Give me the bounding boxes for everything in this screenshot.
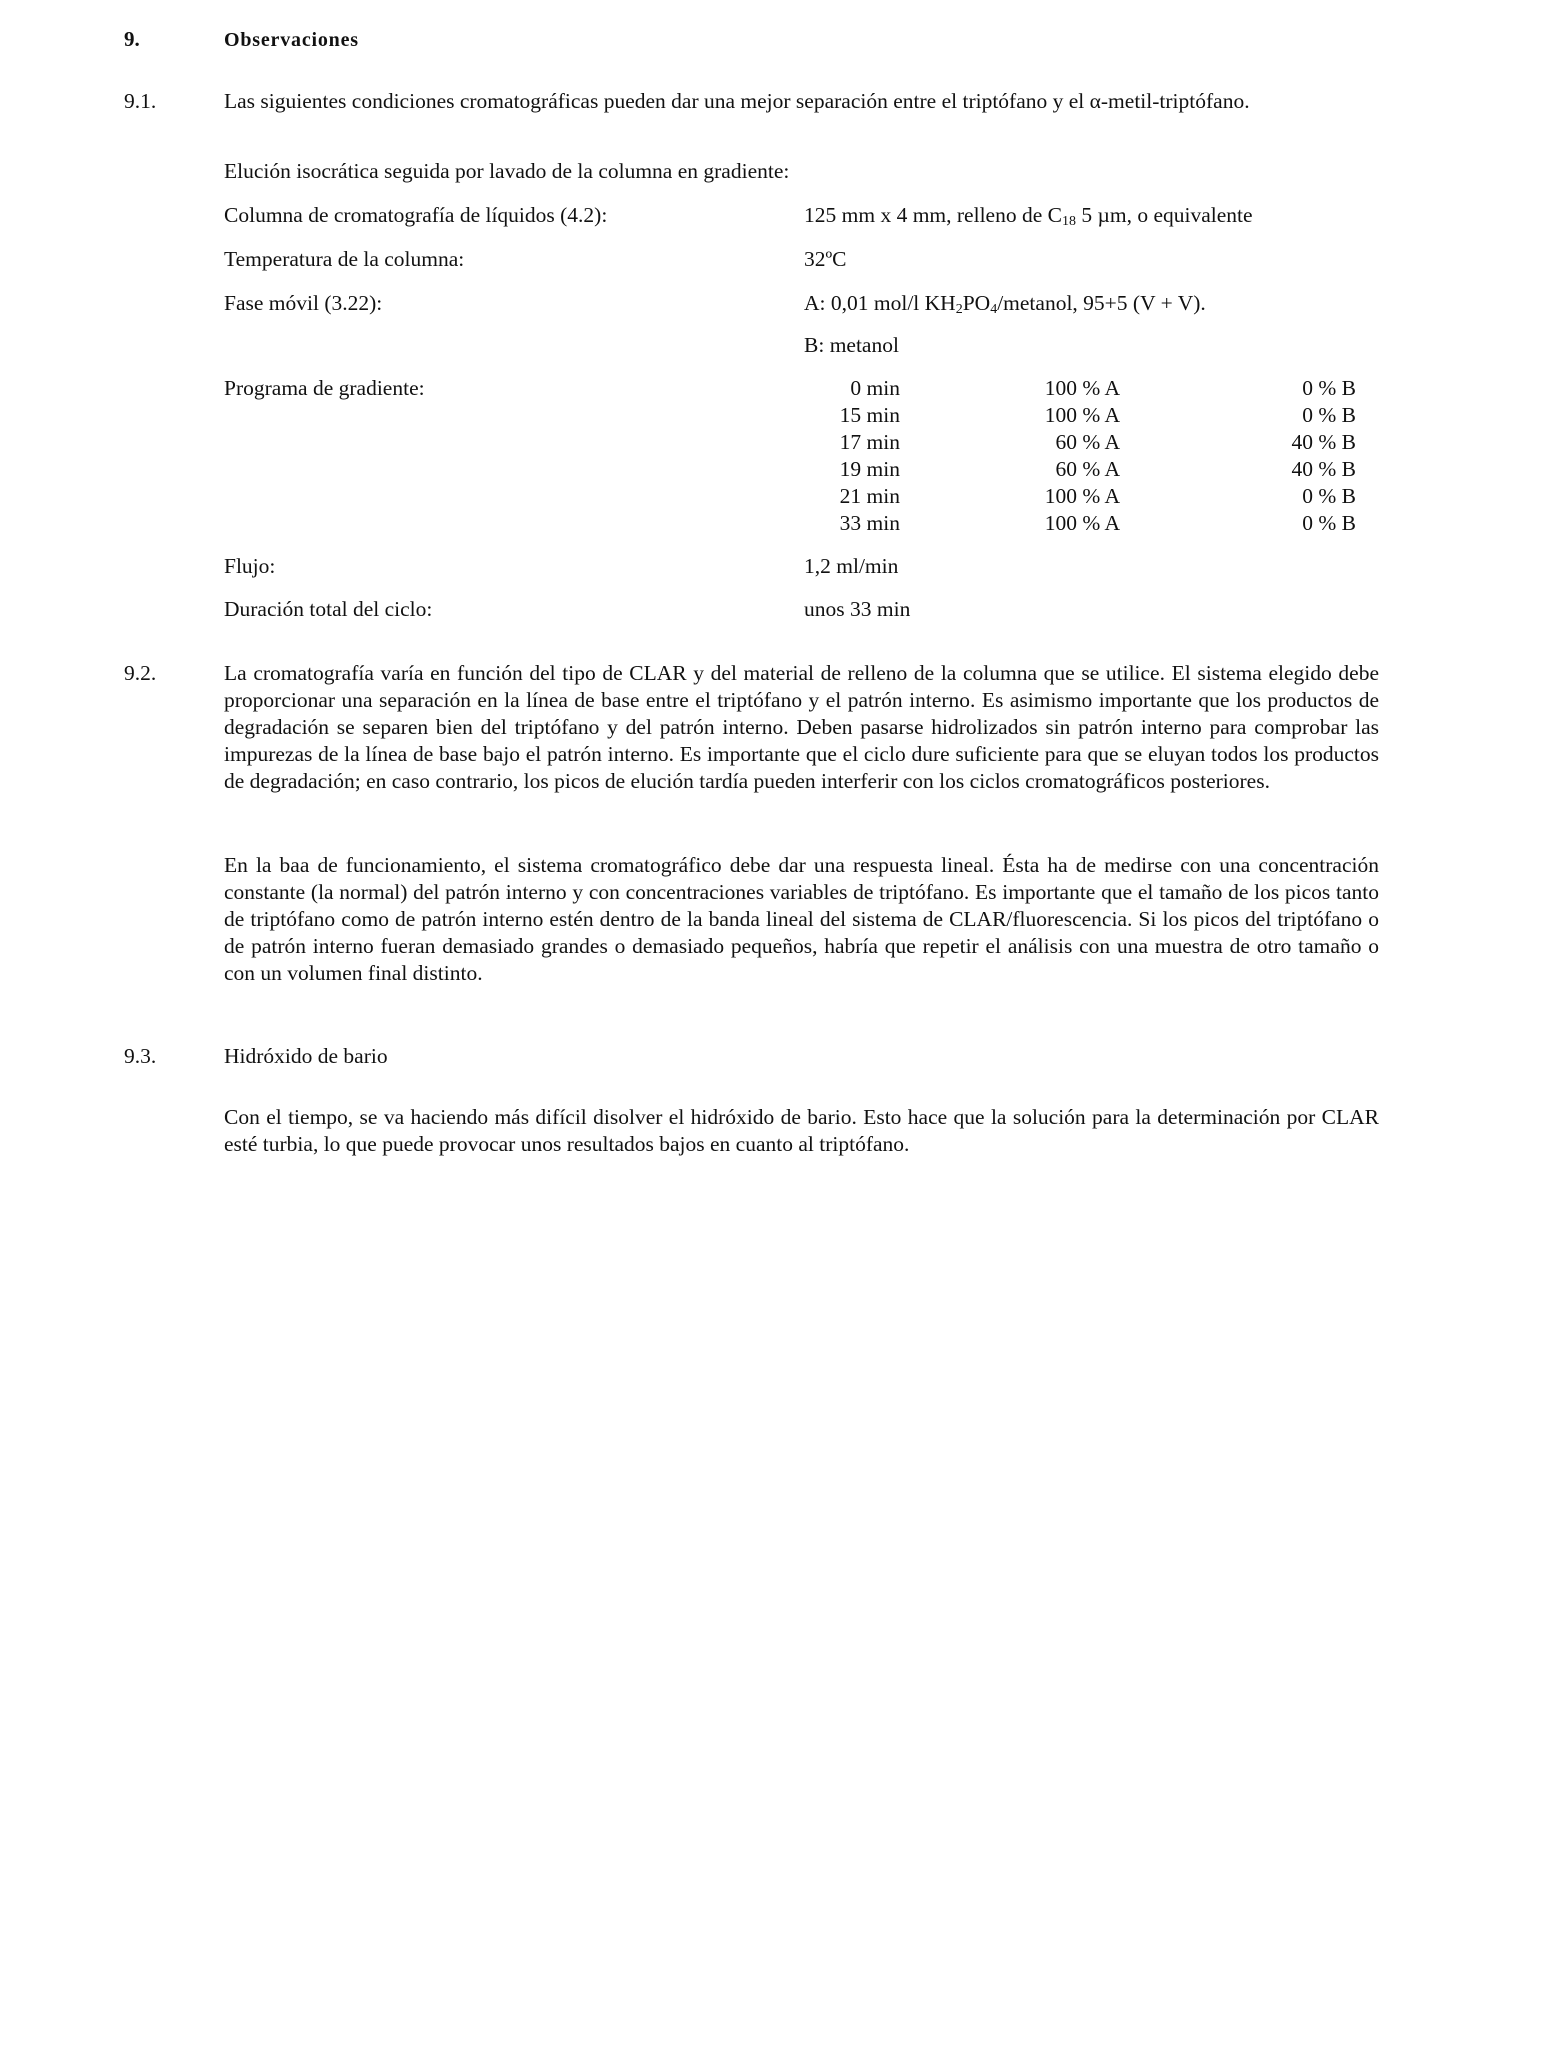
- gradient-percent-b: 40 % B: [1291, 457, 1356, 481]
- flow-label: Flujo:: [224, 554, 276, 578]
- gradient-row: [0, 483, 1550, 510]
- gradient-row: [0, 402, 1550, 429]
- gradient-percent-b: 0 % B: [1302, 376, 1356, 400]
- gradient-row: [0, 510, 1550, 537]
- gradient-percent-a: 60 % A: [1055, 457, 1120, 481]
- gradient-time: 0 min: [850, 376, 900, 400]
- gradient-time: 19 min: [839, 457, 900, 481]
- subsection-number-9-3: 9.3.: [124, 1044, 157, 1068]
- gradient-percent-a: 100 % A: [1044, 511, 1120, 535]
- gradient-time: 15 min: [839, 403, 900, 427]
- gradient-percent-a: 60 % A: [1055, 430, 1120, 454]
- column-value: 125 mm x 4 mm, relleno de $C_{18}$ 5 µm, o equivalente: [804, 203, 1253, 229]
- mobile-phase-b: B: metanol: [804, 333, 899, 357]
- column-label: Columna de cromatografía de líquidos (4.2):: [224, 203, 608, 227]
- gradient-percent-a: 100 % A: [1044, 376, 1120, 400]
- gradient-percent-a: 100 % A: [1044, 403, 1120, 427]
- gradient-percent-b: 0 % B: [1302, 511, 1356, 535]
- flow-value: 1,2 ml/min: [804, 554, 899, 578]
- section-number: 9.: [124, 27, 140, 51]
- cycle-duration-label: Duración total del ciclo:: [224, 597, 433, 621]
- temperature-label: Temperatura de la columna:: [224, 247, 465, 271]
- subsection-number-9-2: 9.2.: [124, 661, 157, 685]
- gradient-time: 33 min: [839, 511, 900, 535]
- subsection-number-9-1: 9.1.: [124, 89, 157, 113]
- gradient-label: Programa de gradiente:: [224, 376, 425, 400]
- subsection-9-2-paragraph-1: La cromatografía varía en función del tipo de CLAR y del material de relleno de la columna que se utilice. El sistema elegido debe proporcionar una separación en la línea de base entre el triptófano y el patrón interno. Es asimismo importante que los productos de degradación se separen bien del triptófano y del patrón interno. Deben pasarse hidrolizados sin patrón interno para comprobar las impurezas de la línea de base bajo el patrón interno. Es importante que el ciclo dure suficiente para que se eluyan todos los productos de degradación; en caso contrario, los picos de elución tardía pueden interferir con los ciclos cromatográficos posteriores.: [224, 661, 1379, 793]
- gradient-time: 21 min: [839, 484, 900, 508]
- gradient-percent-a: 100 % A: [1044, 484, 1120, 508]
- mobile-phase-label: Fase móvil (3.22):: [224, 291, 383, 315]
- gradient-percent-b: 40 % B: [1291, 430, 1356, 454]
- cycle-duration-value: unos 33 min: [804, 597, 911, 621]
- section-title: Observaciones: [224, 29, 359, 51]
- gradient-row: [0, 429, 1550, 456]
- subsection-9-2-paragraph-2: En la baa de funcionamiento, el sistema cromatográfico debe dar una respuesta lineal. Ésta ha de medirse con una concentración constante (la normal) del patrón interno y con concentraciones variables de triptófano. Es importante que el tamaño de los picos tanto de triptófano como de patrón interno estén dentro de la banda lineal del sistema de CLAR/fluorescencia. Si los picos del triptófano o de patrón interno fueran demasiado grandes o demasiado pequeños, habría que repetir el análisis con una muestra de otro tamaño o con un volumen final distinto.: [224, 853, 1379, 985]
- temperature-value: 32ºC: [804, 247, 847, 271]
- isocratic-intro: Elución isocrática seguida por lavado de la columna en gradiente:: [224, 159, 790, 183]
- gradient-row: [0, 375, 1550, 402]
- gradient-row: [0, 456, 1550, 483]
- gradient-time: 17 min: [839, 430, 900, 454]
- mobile-phase-a: A: 0,01 mol/l $KH_2PO_4$/metanol, 95+5 (V + V).: [804, 291, 1206, 317]
- gradient-percent-b: 0 % B: [1302, 484, 1356, 508]
- subsection-9-3-paragraph: Con el tiempo, se va haciendo más difícil disolver el hidróxido de bario. Esto hace que la solución para la determinación por CLAR esté turbia, lo que puede provocar unos resultados bajos en cuanto al triptófano.: [224, 1105, 1379, 1156]
- subsection-9-3-title: Hidróxido de bario: [224, 1044, 388, 1068]
- subsection-9-1-paragraph: Las siguientes condiciones cromatográficas pueden dar una mejor separación entre el triptófano y el α-metil-triptófano.: [224, 89, 1250, 113]
- gradient-percent-b: 0 % B: [1302, 403, 1356, 427]
